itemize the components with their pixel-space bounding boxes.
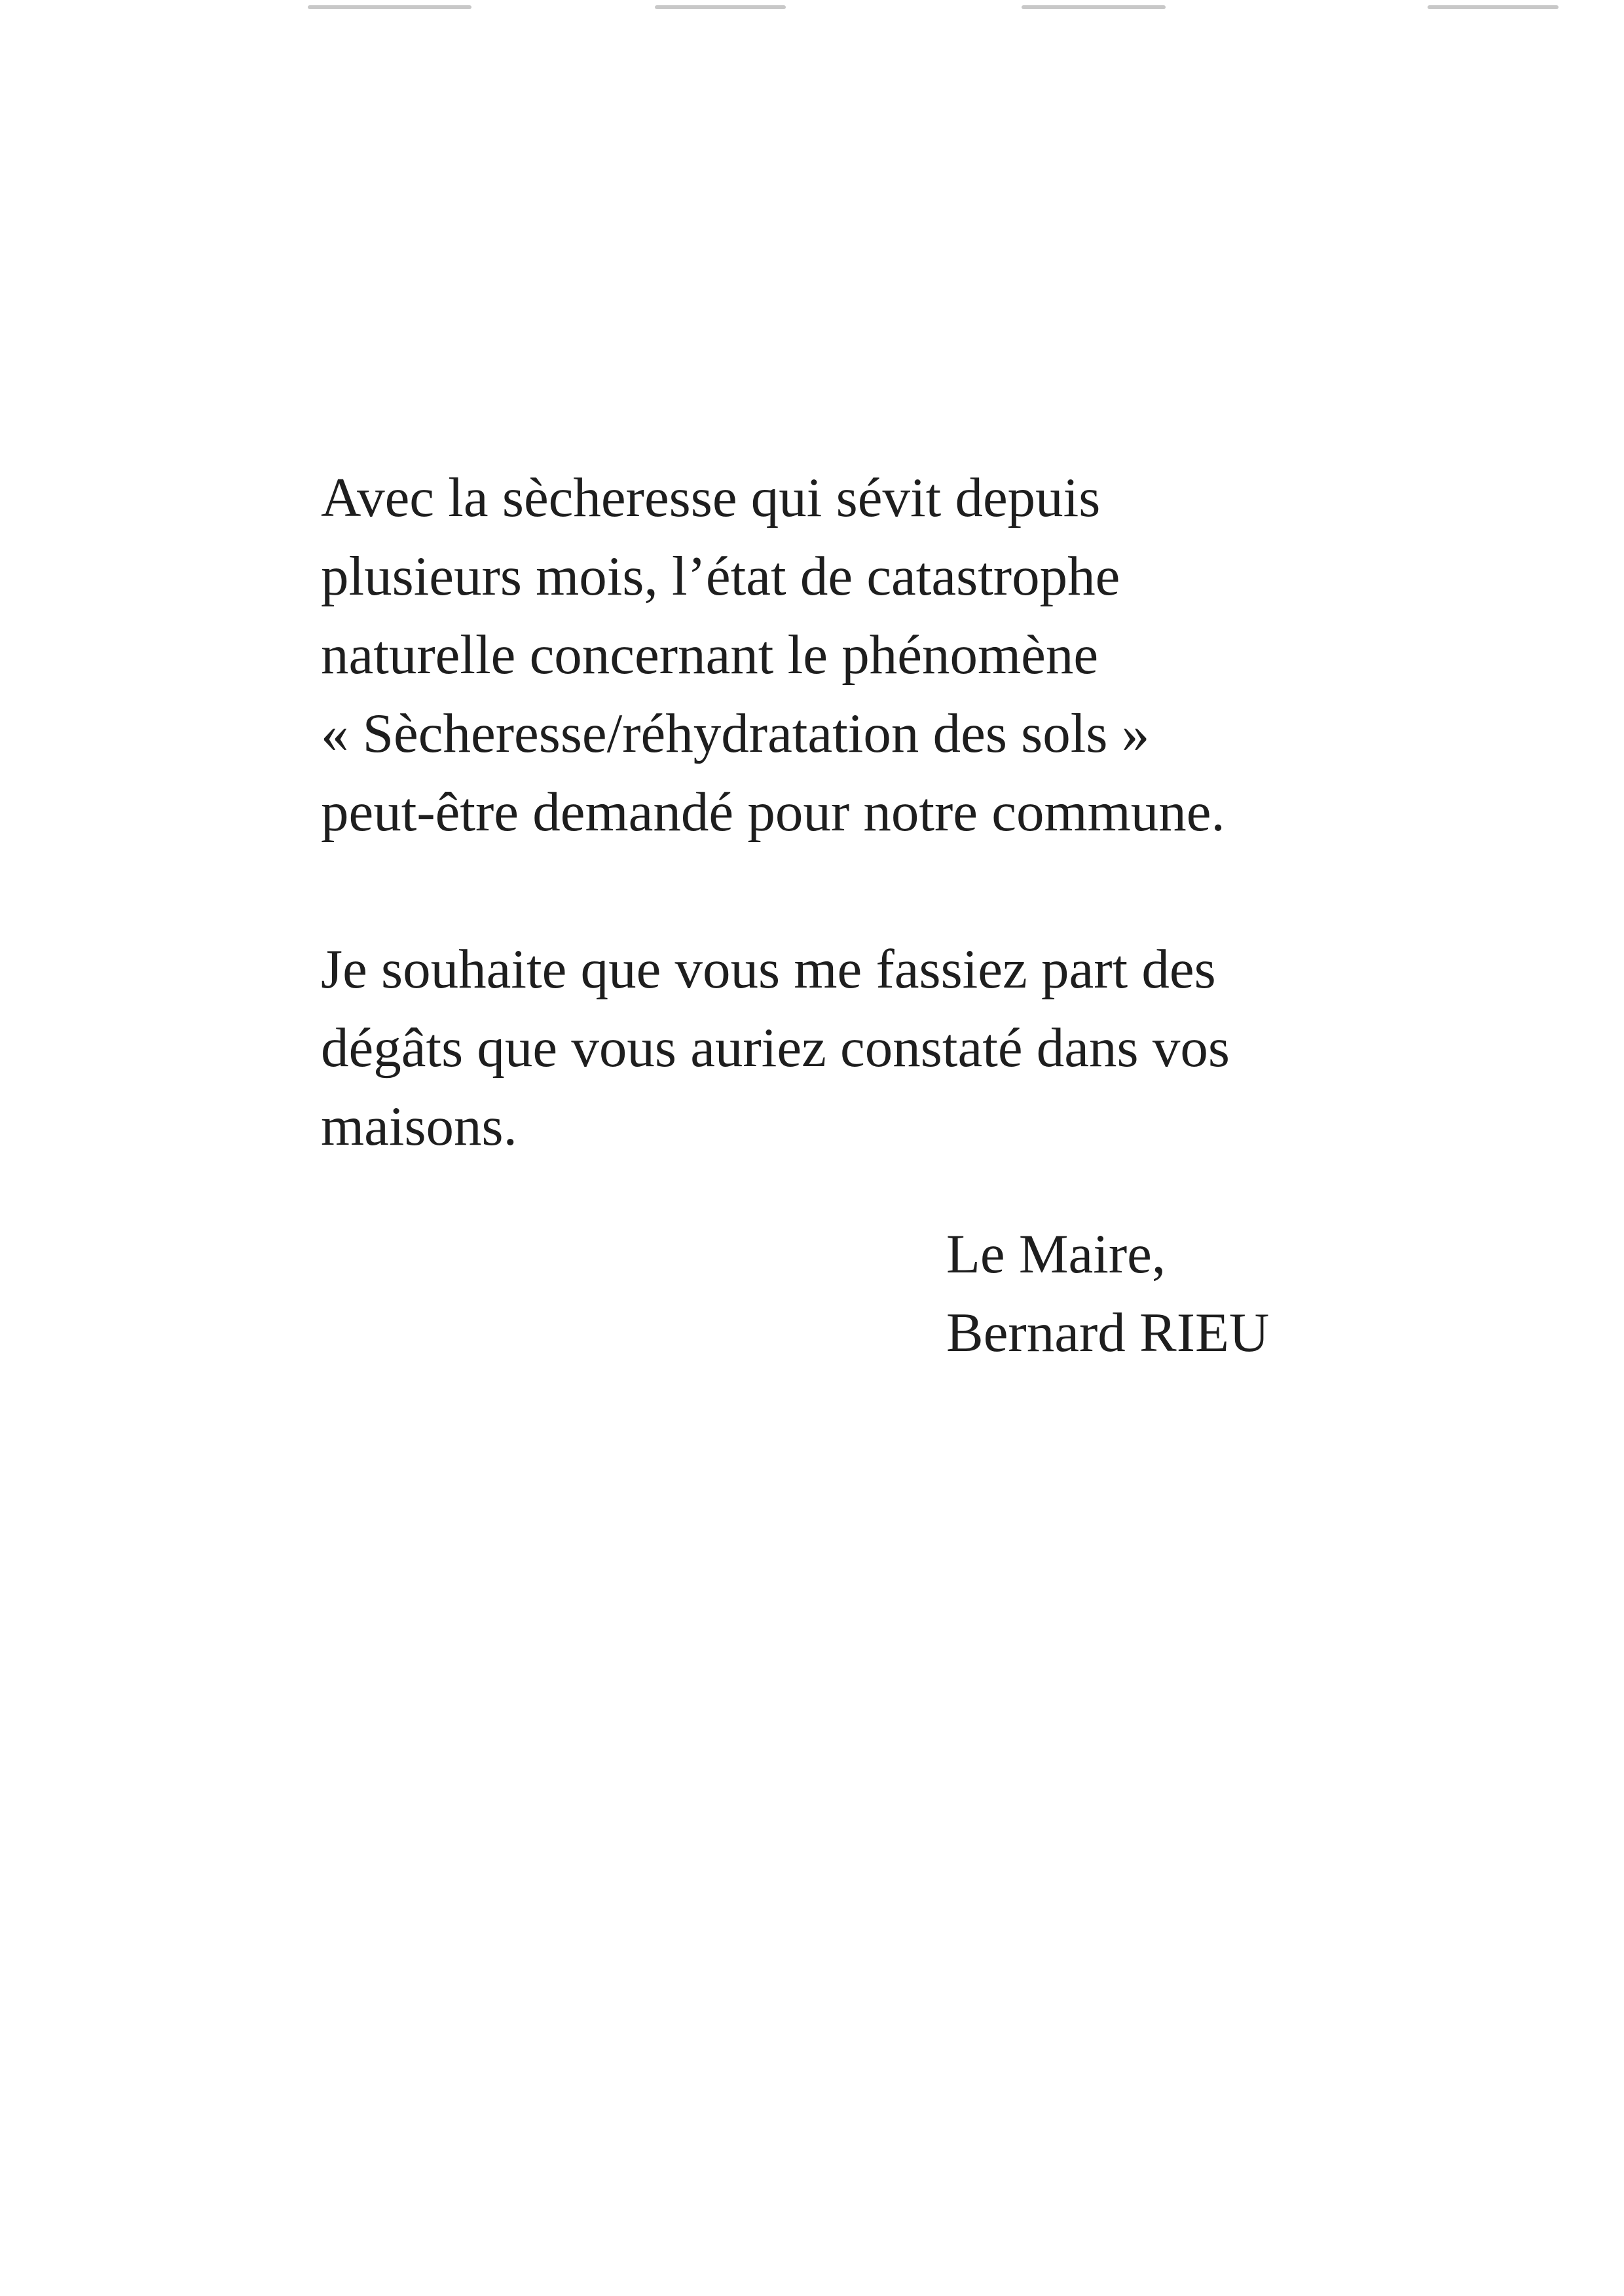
text-line: naturelle concernant le phénomène [321,624,1099,686]
paragraph-degats [321,930,1434,1166]
signature-name: Bernard RIEU [946,1302,1270,1363]
scan-mark [1022,5,1166,9]
scan-mark [308,5,471,9]
text-line: Avec la sècheresse qui sévit depuis [321,467,1101,528]
text-line: peut-être demandé pour notre commune. [321,781,1225,843]
scan-edge-marks [0,0,1624,20]
scan-mark [655,5,786,9]
signature-title: Le Maire, [946,1223,1166,1285]
paragraph-secheresse [321,458,1434,851]
text-line: « Sècheresse/réhydratation des sols » [321,703,1150,764]
signature-block [946,1215,1269,1372]
text-line: plusieurs mois, l’état de catastrophe [321,546,1120,607]
letter-body [321,458,1434,1244]
scan-mark [1428,5,1559,9]
text-line: maisons. [321,1096,517,1157]
text-line: dégâts que vous auriez constaté dans vos [321,1017,1230,1079]
text-line: Je souhaite que vous me fassiez part des [321,938,1216,1000]
